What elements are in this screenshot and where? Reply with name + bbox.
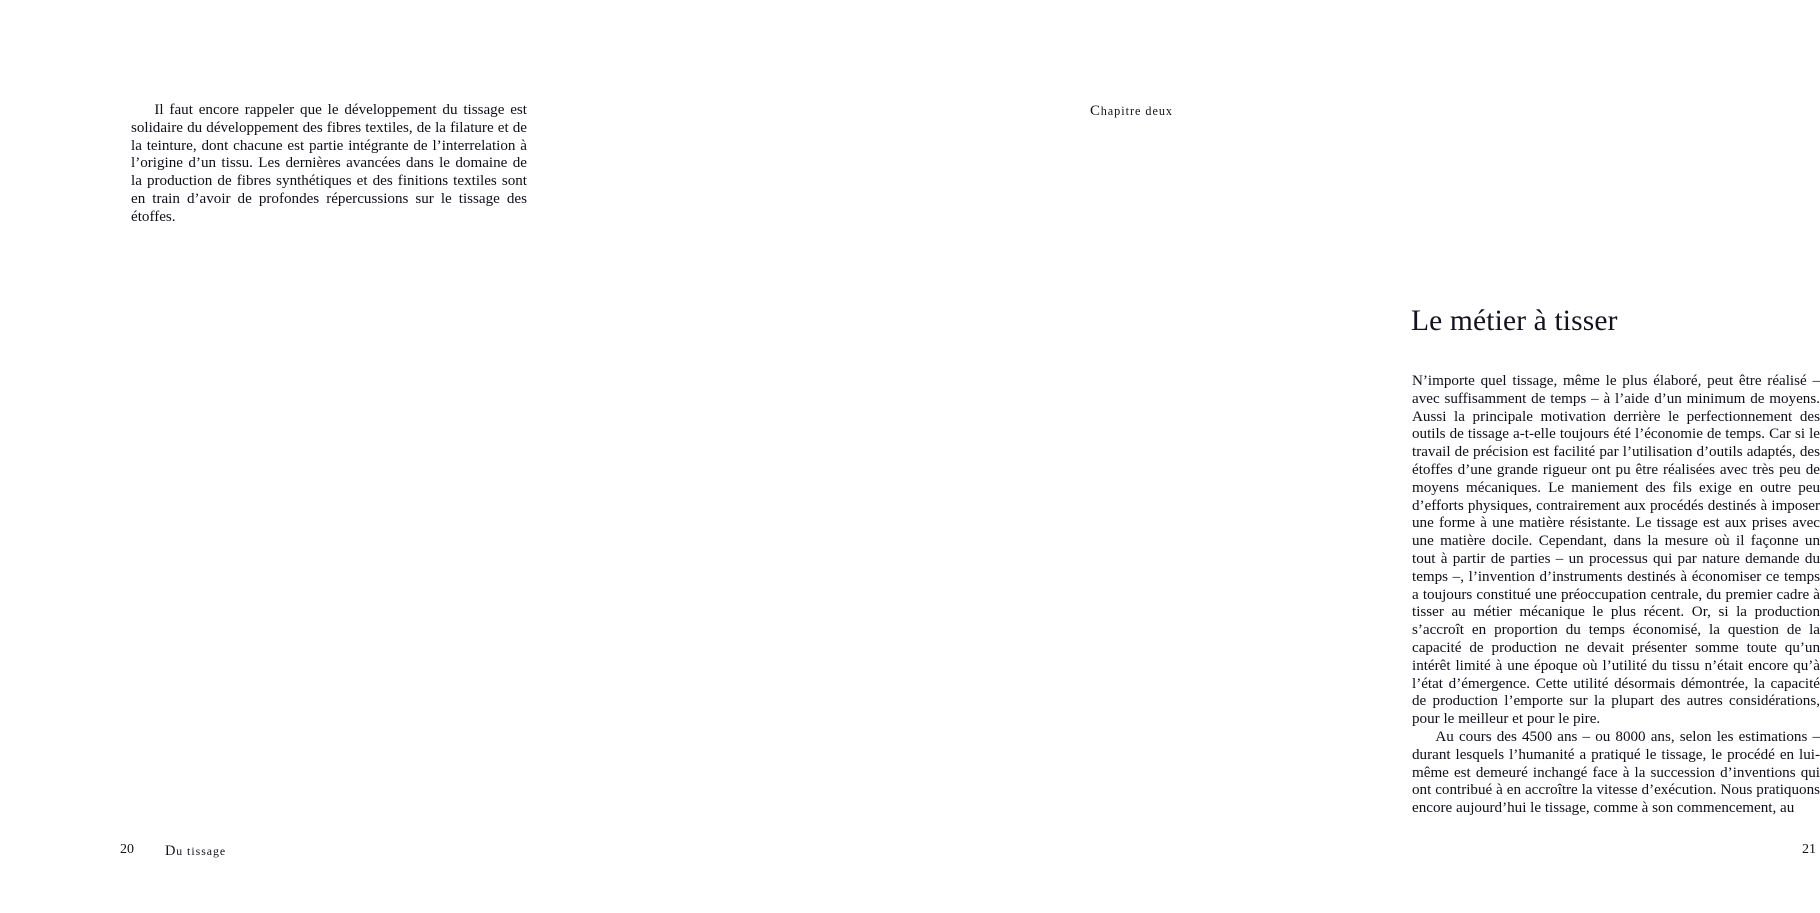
folio-left: 20: [120, 842, 134, 857]
left-page-text-column: [131, 102, 527, 227]
page-left-verso: [0, 0, 646, 913]
section-title: Le métier à tisser: [1411, 305, 1618, 337]
folio-right: 21: [1802, 842, 1816, 857]
running-head-rest: hapitre deux: [1100, 104, 1173, 118]
running-head-right: [1090, 103, 1173, 120]
running-head-lead: C: [1089, 103, 1101, 119]
paragraph: Au cours des 4500 ans – ou 8000 ans, selon les estimations – durant lesquels l’humanité a pratiqué le tissage, le procédé en lui-même est demeuré inchangé face à la succession d’inventions qui ont contribué à en accroître la vitesse d’exécution. Nous pratiquons encore aujourd’hui le tissage, comme à son commencement, au: [1412, 728, 1820, 817]
running-foot-lead: D: [165, 843, 177, 859]
right-page-text-column: [1412, 373, 1820, 818]
running-foot-left: [165, 843, 226, 860]
running-foot-rest: u tissage: [176, 844, 227, 858]
paragraph: Il faut encore rappeler que le développement du tissage est solidaire du développement des fibres textiles, de la filature et de la teinture, dont chacune est partie intégrante de l’interrelation à l’origine d’un tissu. Les dernières avancées dans le domaine de la production de fibres synthétiques et des finitions textiles sont en train d’avoir de profondes répercussions sur le tissage des étoffes.: [131, 102, 527, 225]
page-right-recto: [646, 0, 1820, 913]
paragraph: N’importe quel tissage, même le plus élaboré, peut être réalisé – avec suffisamment de temps – à l’aide d’un minimum de moyens. Aussi la principale motivation derrière le perfectionnement des outils de tissage a-t-elle toujours été l’économie de temps. Car si le travail de précision est facilité par l’utilisation d’outils adaptés, des étoffes d’une grande rigueur ont pu être réalisées avec très peu de moyens mécaniques. Le maniement des fils exige en outre peu d’efforts physiques, contrairement aux procédés destinés à imposer une forme à une matière résistante. Le tissage est aux prises avec une matière docile. Cependant, dans la mesure où il façonne un tout à partir de parties – un processus qui par nature demande du temps –, l’invention d’instruments destinés à économiser ce temps a toujours constitué une préoccupation centrale, du premier cadre à tisser au métier mécanique le plus récent. Or, si la production s’accroît en proportion du temps économisé, la question de la capacité de production ne devait présenter somme toute qu’un intérêt limité à une époque où l’utilité du tissu n’était encore qu’à l’état d’émergence. Cette utilité désormais démontrée, la capacité de production l’emporte sur la plupart des autres considérations, pour le meilleur et pour le pire.: [1412, 373, 1820, 728]
